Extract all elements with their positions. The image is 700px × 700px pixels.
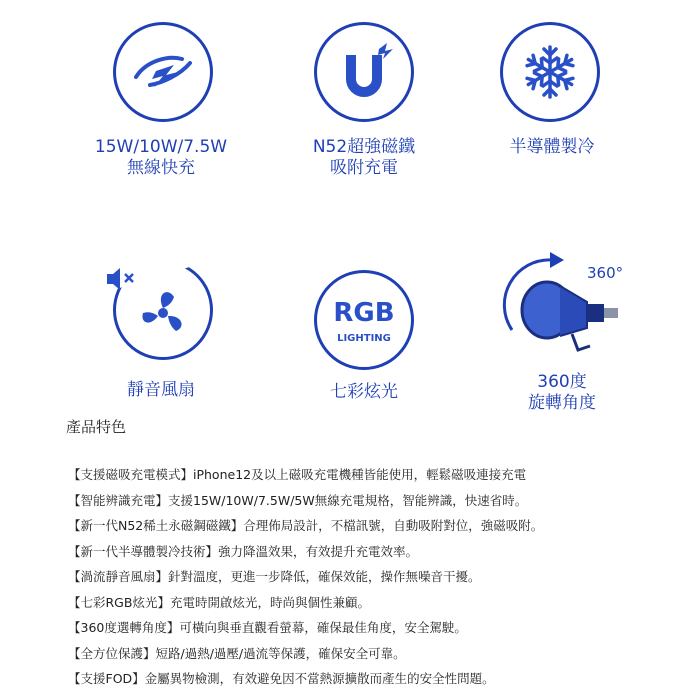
spec-item: 【支援FOD】金屬異物檢測，有效避免因不當熱源擴散而產生的安全性問題。	[68, 671, 495, 686]
rotating-mount-icon	[492, 250, 662, 360]
feature-label	[61, 380, 261, 401]
feature-icon-circle	[500, 22, 600, 122]
section-title: 產品特色	[66, 418, 127, 436]
mute-speaker-icon	[103, 264, 143, 294]
magnet-icon	[317, 25, 411, 119]
feature-icon-circle	[314, 22, 414, 122]
feature-label	[264, 137, 464, 179]
rgb-lighting-icon	[317, 273, 411, 367]
spec-item: 【智能辨識充電】支援15W/10W/7.5W/5W無線充電規格，智能辨識，快速省時。	[68, 492, 528, 508]
spec-list	[68, 465, 543, 695]
feature-label	[61, 137, 261, 179]
spec-item: 【支援磁吸充電模式】iPhone12及以上磁吸充電機種皆能使用，輕鬆磁吸連接充電	[68, 467, 527, 482]
feature-label-line: 360度	[537, 372, 587, 392]
lighting-text: LIGHTING	[337, 333, 391, 344]
feature-label	[462, 372, 662, 414]
feature-label-line: 吸附充電	[330, 158, 398, 178]
feature-label	[452, 137, 652, 158]
lightning-icon	[116, 25, 210, 119]
feature-label-line: 無線快充	[127, 158, 195, 178]
feature-icon-circle	[314, 270, 414, 370]
feature-label-line: N52超強磁鐵	[312, 137, 416, 157]
feature-label-line: 旋轉角度	[528, 393, 596, 413]
spec-item: 【360度選轉角度】可橫向與垂直觀看螢幕，確保最佳角度，安全駕駛。	[68, 620, 467, 635]
spec-item: 【渦流靜音風扇】針對溫度，更進一步降低，確保效能，操作無噪音干擾。	[68, 569, 481, 584]
angle-label: 360°	[587, 264, 624, 282]
snowflake-icon	[503, 25, 597, 119]
rgb-text: RGB	[333, 298, 395, 328]
feature-label	[264, 382, 464, 403]
feature-label-line: 半導體製冷	[509, 137, 595, 157]
spec-item: 【新一代N52稀土永磁鋼磁鐵】合理佈局設計，不檔訊號，自動吸附對位，強磁吸附。	[68, 518, 544, 533]
spec-item: 【七彩RGB炫光】充電時開啟炫光，時尚與個性兼顧。	[68, 594, 370, 610]
feature-label-line: 七彩炫光	[330, 382, 398, 402]
spec-item: 【新一代半導體製冷技術】強力降溫效果，有效提升充電效率。	[68, 543, 419, 559]
feature-icon-circle	[113, 22, 213, 122]
feature-label-line: 靜音風扇	[127, 380, 195, 400]
feature-label-line: 15W/10W/7.5W	[94, 137, 228, 157]
spec-item: 【全方位保護】短路/過熱/過壓/過流等保護，確保安全可靠。	[68, 645, 406, 661]
